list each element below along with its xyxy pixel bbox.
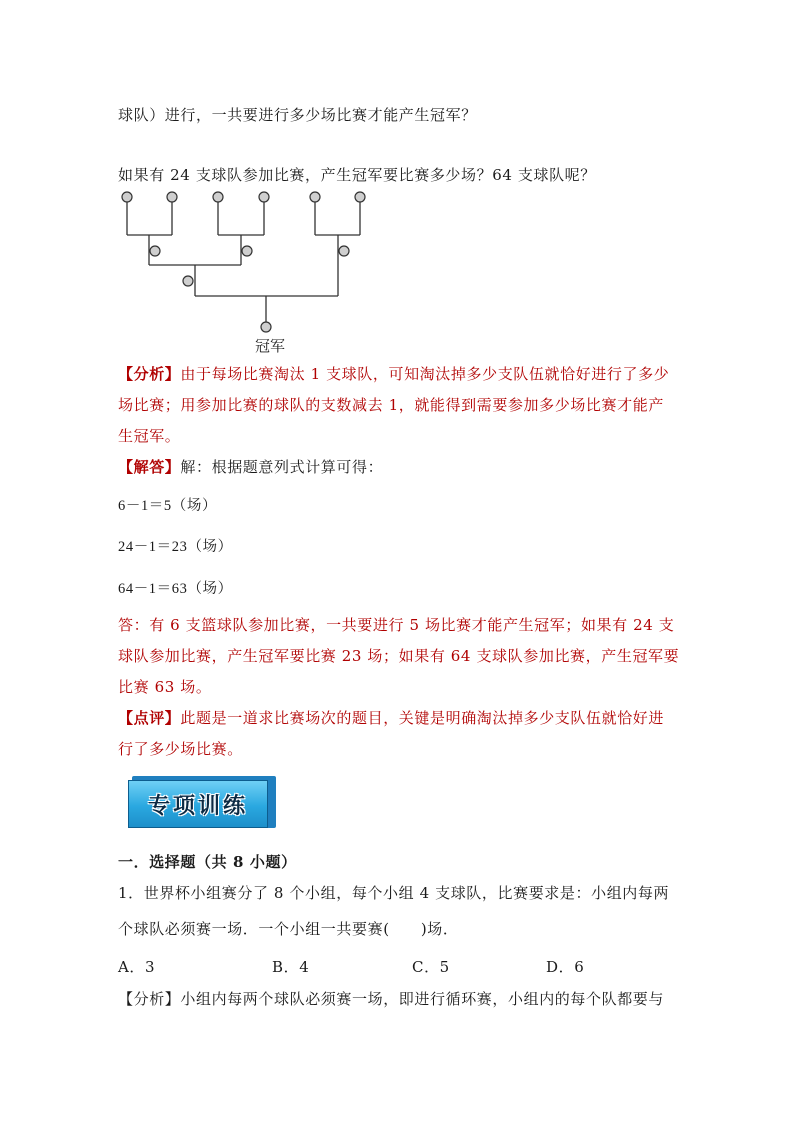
winner-node [150,246,160,256]
team-node [213,192,223,202]
equation-2: 24－1＝23（场） [118,539,233,555]
answer-line-2: 球队参加比赛，产生冠军要比赛 23 场；如果有 64 支球队参加比赛，产生冠军要 [118,647,680,665]
top-line: 球队）进行，一共要进行多少场比赛才能产生冠军？ [118,106,477,124]
q1-option-a[interactable]: A．3 [118,958,156,976]
comment-line-2: 行了多少场比赛。 [118,740,243,758]
winner-node [183,276,193,286]
analysis-line-2: 场比赛；用参加比赛的球队的支数减去 1，就能得到需要参加多少场比赛才能产 [118,396,664,414]
practice-banner [128,776,276,832]
q1-option-c[interactable]: C．5 [412,958,450,976]
team-node [310,192,320,202]
q1-line-1: 1．世界杯小组赛分了 8 个小组，每个小组 4 支球队，比赛要求是：小组内每两 [118,884,670,902]
q1-line-2: 个球队必须赛一场．一个小组一共要赛( )场． [118,920,459,938]
solution-tag: 【解答】 [118,458,181,476]
equation-3: 64－1＝63（场） [118,581,233,597]
bracket-diagram [110,190,370,355]
q1-option-b[interactable]: B．4 [272,958,310,976]
team-node [122,192,132,202]
analysis-line-3: 生冠军。 [118,427,181,445]
banner-title: 专项训练 [147,793,248,819]
solution-line: 【解答】解：根据题意列式计算可得： [118,458,384,476]
q1-analysis-tag: 【分析】 [118,990,181,1008]
equation-1: 6－1＝5（场） [118,498,218,514]
q1-analysis-line: 【分析】小组内每两个球队必须赛一场，即进行循环赛，小组内的每个队都要与 [118,990,665,1008]
comment-tag: 【点评】 [118,709,181,727]
answer-line-1: 答：有 6 支篮球队参加比赛，一共要进行 5 场比赛才能产生冠军；如果有 24 支 [118,616,675,634]
question-text: 如果有 24 支球队参加比赛，产生冠军要比赛多少场？64 支球队呢？ [118,166,596,184]
winner-node [242,246,252,256]
q1-option-d[interactable]: D．6 [546,958,585,976]
comment-line-1: 【点评】此题是一道求比赛场次的题目，关键是明确淘汰掉多少支队伍就恰好进 [118,709,665,727]
winner-node [339,246,349,256]
champion-node [261,322,271,332]
analysis-line-1: 【分析】由于每场比赛淘汰 1 支球队，可知淘汰掉多少支队伍就恰好进行了多少 [118,365,670,383]
team-node [259,192,269,202]
analysis-tag: 【分析】 [118,365,181,383]
team-node [355,192,365,202]
answer-line-3: 比赛 63 场。 [118,678,212,696]
champion-label: 冠军 [255,337,286,355]
team-node [167,192,177,202]
section-title: 一．选择题（共 8 小题） [118,853,297,871]
